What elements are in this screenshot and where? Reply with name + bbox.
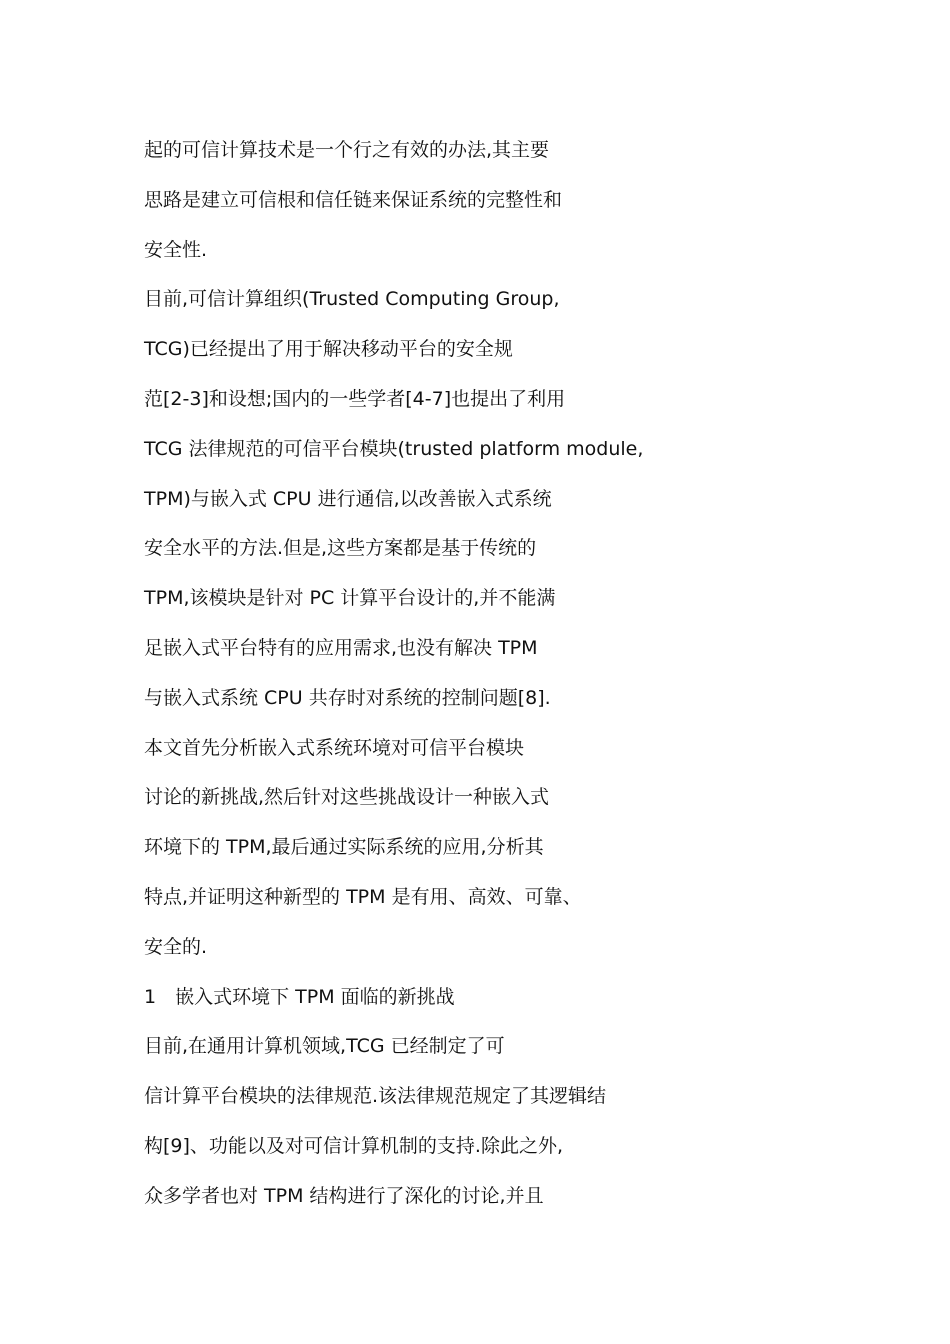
body-text <box>144 132 904 1228</box>
text-line: 环境下的 TPM,最后通过实际系统的应用,分析其 <box>144 836 544 859</box>
text-line: 本文首先分析嵌入式系统环境对可信平台模块 <box>144 736 525 759</box>
text-line: 思路是建立可信根和信任链来保证系统的完整性和 <box>144 188 563 211</box>
text-line: 特点,并证明这种新型的 TPM 是有用、高效、可靠、 <box>144 885 582 908</box>
text-line: 讨论的新挑战,然后针对这些挑战设计一种嵌入式 <box>144 786 550 809</box>
text-line: 安全的. <box>144 935 208 958</box>
text-line: TCG 法律规范的可信平台模块(trusted platform module, <box>144 437 644 460</box>
text-line: 安全水平的方法.但是,这些方案都是基于传统的 <box>144 537 537 560</box>
text-line: 足嵌入式平台特有的应用需求,也没有解决 TPM <box>144 636 538 659</box>
text-line: 起的可信计算技术是一个行之有效的办法,其主要 <box>144 139 550 161</box>
text-line: 众多学者也对 TPM 结构进行了深化的讨论,并且 <box>144 1184 544 1207</box>
text-line: 构[9]、功能以及对可信计算机制的支持.除此之外, <box>144 1134 563 1157</box>
section-heading: 1 嵌入式环境下 TPM 面临的新挑战 <box>144 985 455 1008</box>
text-line: TPM,该模块是针对 PC 计算平台设计的,并不能满 <box>144 587 556 610</box>
text-line: TPM)与嵌入式 CPU 进行通信,以改善嵌入式系统 <box>144 487 552 510</box>
text-line: 与嵌入式系统 CPU 共存时对系统的控制问题[8]. <box>144 686 551 709</box>
text-line: 目前,可信计算组织(Trusted Computing Group, <box>144 288 560 311</box>
text-line: 目前,在通用计算机领域,TCG 已经制定了可 <box>144 1035 505 1058</box>
text-line: 安全性. <box>144 238 208 261</box>
text-line: 范[2-3]和设想;国内的一些学者[4-7]也提出了利用 <box>144 387 566 410</box>
text-line: TCG)已经提出了用于解决移动平台的安全规 <box>144 338 513 361</box>
text-line: 信计算平台模块的法律规范.该法律规范规定了其逻辑结 <box>144 1085 607 1108</box>
